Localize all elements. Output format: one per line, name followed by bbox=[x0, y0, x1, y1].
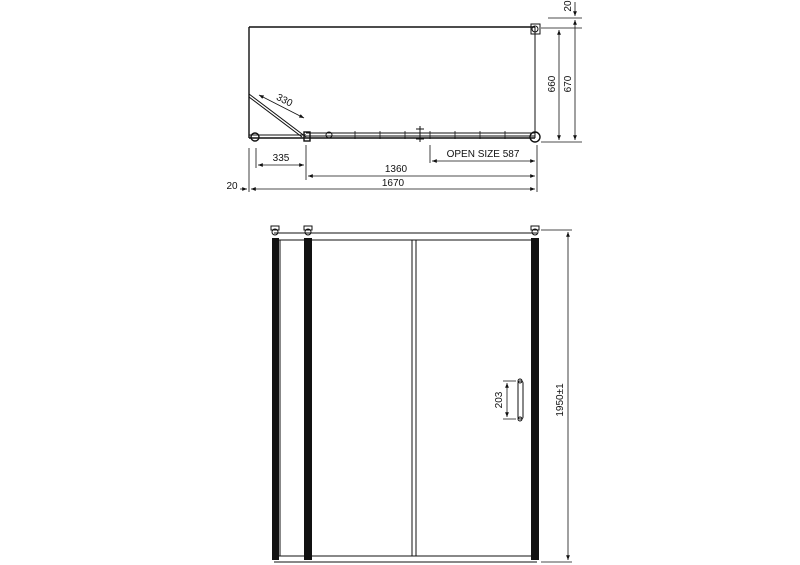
left-post bbox=[251, 133, 259, 141]
dim-670-label: 670 bbox=[563, 75, 574, 93]
dim-handle-label: 203 bbox=[494, 391, 505, 409]
dim-door-label: 1360 bbox=[384, 164, 408, 175]
door-handle bbox=[416, 126, 424, 142]
front-elevation bbox=[271, 226, 572, 562]
dim-angle-label: 330 bbox=[274, 92, 295, 110]
dim-wall-label: 20 bbox=[226, 181, 238, 192]
elevation-handle bbox=[518, 381, 523, 419]
left-profile bbox=[272, 238, 279, 560]
middle-profile bbox=[304, 238, 312, 560]
dim-open-label: OPEN SIZE 587 bbox=[446, 149, 520, 160]
dim-panel-label: 335 bbox=[272, 153, 290, 164]
plan-view bbox=[226, 0, 582, 192]
dim-top-label: 20 bbox=[563, 0, 574, 12]
dim-height-label: 1950±1 bbox=[555, 383, 566, 417]
right-profile bbox=[531, 238, 539, 560]
dim-total-label: 1670 bbox=[381, 178, 405, 189]
dim-660-label: 660 bbox=[547, 75, 558, 93]
